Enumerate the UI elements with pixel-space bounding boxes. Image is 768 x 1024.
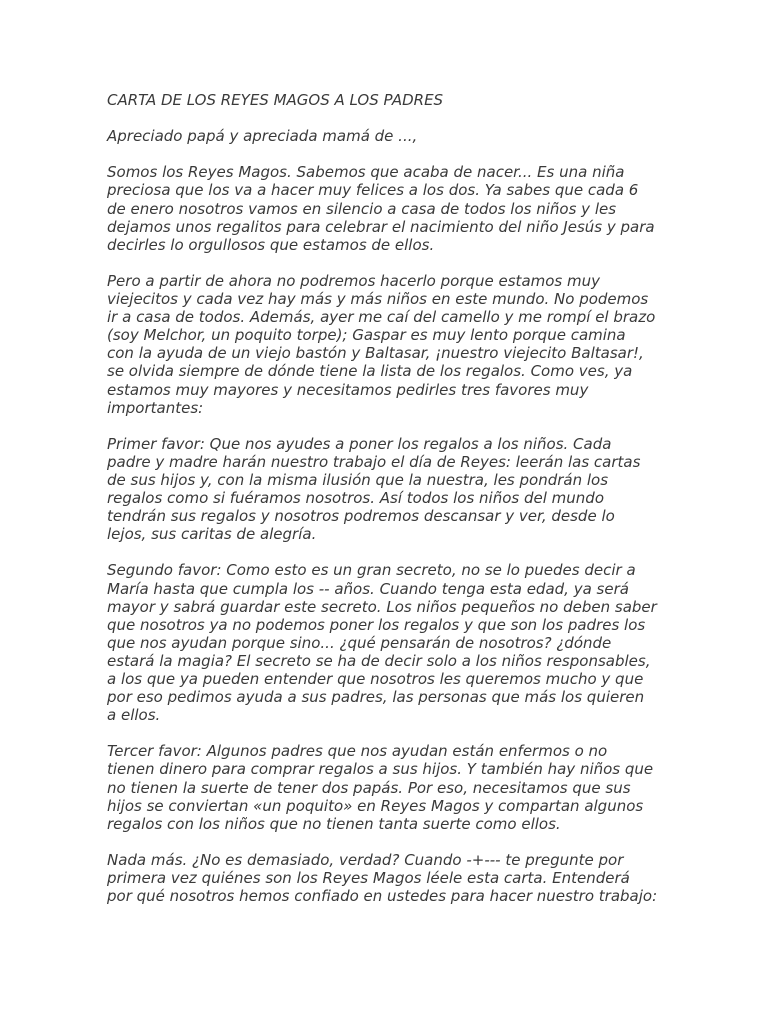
paragraph-third-favor: Tercer favor: Algunos padres que nos ayudan están enfermos o no tienen dinero para comprar regalos a sus hijos. Y también hay niños que no tienen la suerte de tener dos papás. Por eso, necesitamos que sus hijos se conviertan «un poquito» en Reyes Magos y compartan algunos regalos con los niños que no tienen tanta suerte como ellos. [107, 742, 654, 833]
letter-body [107, 91, 667, 923]
paragraph-first-favor: Primer favor: Que nos ayudes a poner los regalos a los niños. Cada padre y madre harán nuestro trabajo el día de Reyes: leerán las cartas de sus hijos y, con la misma ilusión que la nuestra, les pondrán los regalos como si fuéramos nosotros. Así todos los niños del mundo tendrán sus regalos y nosotros podremos descansar y ver, desde lo lejos, sus caritas de alegría. [107, 434, 641, 544]
paragraph-intro: Somos los Reyes Magos. Sabemos que acaba de nacer... Es una niña preciosa que los va a hacer muy felices a los dos. Ya sabes que cada 6 de enero nosotros vamos en silencio a casa de todos los niños y les dejamos unos regalitos para celebrar el nacimiento del niño Jesús y para decirles lo orgullosos que estamos de ellos. [107, 163, 655, 254]
letter-title: CARTA DE LOS REYES MAGOS A LOS PADRES [107, 91, 444, 109]
paragraph-second-favor: Segundo favor: Como esto es un gran secreto, no se lo puedes decir a María hasta que cumpla los -- años. Cuando tenga esta edad, ya será mayor y sabrá guardar este secreto. Los niños pequeños no deben saber que nosotros ya no podemos poner los regalos y que son los padres los que nos ayudan porque sino... ¿qué pensarán de nosotros? ¿dónde estará la magia? El secreto se ha de decir solo a los niños responsables, a los que ya pueden entender que nosotros les queremos mucho y que por eso pedimos ayuda a sus padres, las personas que más los quieren a ellos. [107, 561, 657, 725]
paragraph-age: Pero a partir de ahora no podremos hacerlo porque estamos muy viejecitos y cada vez hay más y más niños en este mundo. No podemos ir a casa de todos. Además, ayer me caí del camello y me rompí el brazo (soy Melchor, un poquito torpe); Gaspar es muy lento porque camina con la ayuda de un viejo bastón y Baltasar, ¡nuestro viejecito Baltasar!, se olvida siempre de dónde tiene la lista de los regalos. Como ves, ya estamos muy mayores y necesitamos pedirles tres favores muy importantes: [107, 271, 656, 417]
paragraph-closing: Nada más. ¿No es demasiado, verdad? Cuando -+--- te pregunte por primera vez quiénes son los Reyes Magos léele esta carta. Entenderá por qué nosotros hemos confiado en ustedes para hacer nuestro trabajo: [107, 850, 658, 906]
letter-greeting: Apreciado papá y apreciada mamá de ..., [107, 127, 418, 146]
